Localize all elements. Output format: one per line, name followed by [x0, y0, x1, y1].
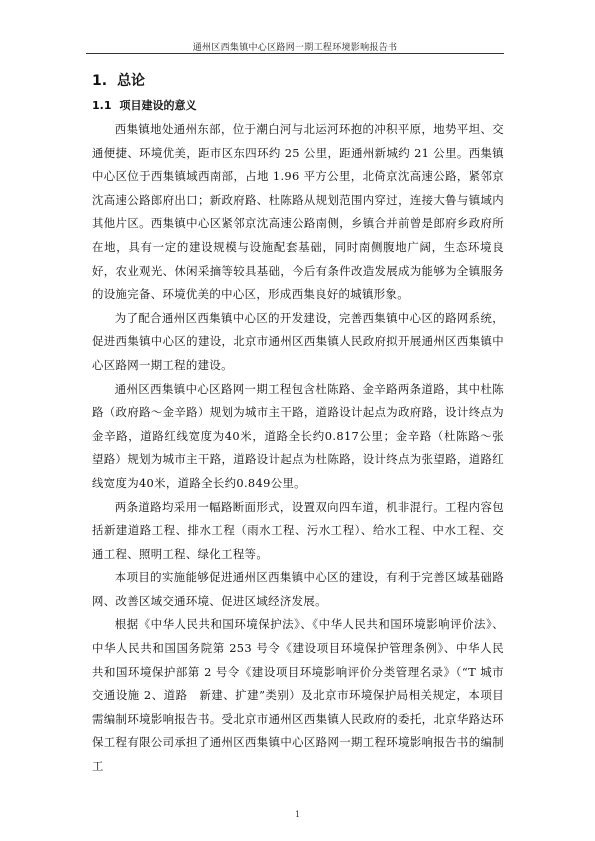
subsection-title: 项目建设的意义: [119, 99, 197, 112]
page-number: 1: [294, 810, 301, 819]
subsection-number: 1.1: [92, 99, 112, 112]
running-header: 通州区西集镇中心区路网一期工程环境影响报告书: [192, 43, 398, 53]
header-rule: [86, 53, 504, 54]
section-number: 1.: [92, 73, 108, 89]
section-heading: [92, 70, 145, 90]
paragraph: 通州区西集镇中心区路网一期工程包含杜陈路、金辛路两条道路，其中杜陈路（政府路～金辛路）规划为城市主干路，道路设计起点为政府路，设计终点为金辛路，道路红线宽度为40米，道路全长约0.817公里；金辛路（杜陈路～张望路）规划为城市主干路，道路设计起点为杜陈路，设计终点为张望路，道路红线宽度为40米，道路全长约0.849公里。: [92, 381, 504, 490]
subsection-heading: [92, 97, 197, 113]
paragraph: 两条道路均采用一幅路断面形式，设置双向四车道，机非混行。工程内容包括新建道路工程、排水工程（雨水工程、污水工程）、给水工程、中水工程、交通工程、照明工程、绿化工程等。: [92, 499, 504, 561]
paragraph: 西集镇地处通州东部，位于潮白河与北运河环抱的冲积平原，地势平坦、交通便捷、环境优美，距市区东四环约 25 公里，距通州新城约 21 公里。西集镇中心区位于西集镇域西南部，占地 1.96 平方公里，北倚京沈高速公路，紧邻京沈高速公路郎府出口；新政府路、杜陈路从规划范围内穿过，连接大鲁与镇域内其他片区。西集镇中心区紧邻京沈高速公路南侧，乡镇合并前曾是郎府乡政府所在地，具有一定的建设规模与设施配套基础，同时南侧腹地广阔，生态环境良好，农业观光、休闲采摘等较具基础，今后有条件改造发展成为能够为全镇服务的设施完备、环境优美的中心区，形成西集良好的城镇形象。: [92, 122, 504, 302]
paragraph: 根据《中华人民共和国环境保护法》、《中华人民共和国环境影响评价法》、中华人民共和国国务院第 253 号令《建设项目环境保护管理条例》、中华人民共和国环境保护部第 2 号令《建设项目环境影响评价分类管理名录》（“T 城市交通设施 2、道路 新建、扩建”类别）及北京市环境保护局相关规定，本项目需编制环境影响报告书。受北京市通州区西集镇人民政府的委托，北京华路达环保工程有限公司承担了通州区西集镇中心区路网一期工程环境影响报告书的编制工: [92, 617, 504, 774]
section-title: 总论: [117, 73, 146, 89]
paragraph: 为了配合通州区西集镇中心区的开发建设，完善西集镇中心区的路网系统，促进西集镇中心区的建设，北京市通州区西集镇人民政府拟开展通州区西集镇中心区路网一期工程的建设。: [92, 310, 504, 372]
body-text: [92, 118, 504, 779]
paragraph: 本项目的实施能够促进通州区西集镇中心区的建设，有利于完善区域基础路网、改善区域交通环境、促进区域经济发展。: [92, 570, 504, 608]
